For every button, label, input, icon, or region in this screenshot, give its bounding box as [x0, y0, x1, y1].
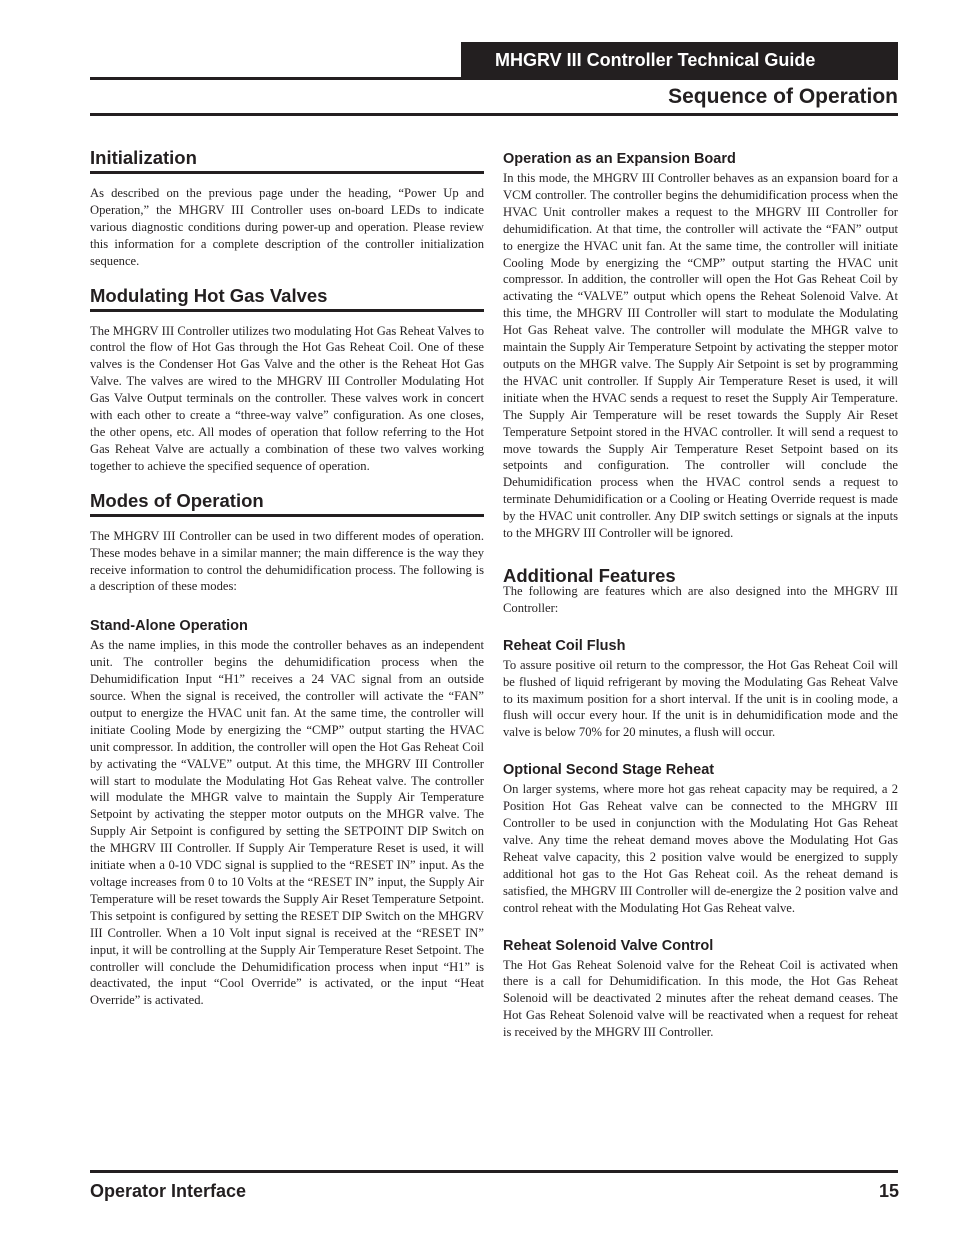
second-stage-heading: Optional Second Stage Reheat [503, 762, 715, 779]
footer-label: Operator Interface [90, 1181, 247, 1201]
right-column [503, 146, 898, 1041]
stand-alone-heading: Stand-Alone Operation [90, 618, 248, 635]
guide-title-bar [461, 42, 898, 78]
expansion-board-text: In this mode, the MHGRV III Controller behaves as an expansion board for a VCM controller. The controller begins the dehumidification process when the HVAC Unit controller makes a request to the MHGRV III Controller for dehumidification. At that time, the controller will activate the “FAN” output to energize the HVAC unit fan. At the same time, the controller will initiate Cooling Mode by energizing the “CMP” output starting the HVAC unit compressor. In addition, the controller will open the Hot Gas Reheat Coil by activating the “VALVE” output which opens the Reheat Solenoid Valve. At this time, the MHGRV III Controller will start to modulate the Modulating Hot Gas Reheat valve. The controller will modulate the MHGR valve to maintain the Supply Air Temperature Setpoint by activating the stepper motor outputs on the MHGR valve. The Supply Air Setpoint is set by programming the HVAC unit controller. If Supply Air Temperature Reset is used, it will initiate when the HVAC sends a request to reset the Supply Air Temperature. The Supply Air Temperature will be reset towards the Supply Air Reset Temperature Setpoint stored in the HVAC controller. It will send a request to move towards the Supply Air Temperature Reset Setpoint based on its setpoints and configuration. The controller will conclude the Dehumidification process when the HVAC control sends a request to terminate Dehumidification or a Cooling or Heating Override request is made by the HVAC unit controller. Any DIP switch settings or signals at the inputs to the MHGRV III Controller will be ignored. [503, 171, 898, 541]
additional-features-text: The following are features which are also designed into the MHGRV III Controller: [503, 583, 898, 615]
modulating-valves-section [90, 284, 484, 475]
coil-flush-section [503, 637, 898, 742]
guide-title: MHGRV III Controller Technical Guide [495, 50, 816, 70]
initialization-text: As described on the previous page under the heading, “Power Up and Operation,” the MHGRV III Controller uses on-board LEDs to indicate various diagnostic conditions during power-up and operation. Please review this information for a complete description of the controller initialization sequence. [90, 186, 484, 268]
modes-text: The MHGRV III Controller can be used in two different modes of operation. These modes behave in a similar manner; the main difference is the way they receive information to control the dehumidification process. The following is a description of these modes: [90, 528, 484, 594]
expansion-board-heading: Operation as an Expansion Board [503, 151, 736, 167]
solenoid-section [503, 937, 898, 1042]
section-title-rule [90, 113, 898, 116]
section-title: Sequence of Operation [668, 85, 898, 108]
expansion-board-section [503, 150, 898, 542]
second-stage-text: On larger systems, where more hot gas reheat capacity may be required, a 2 Position Hot Gas Reheat valve can be connected to the MHGRV III Controller to be used in conjunction with the Modulating Hot Gas Reheat valve. Any time the reheat demand moves above the Modulating Hot Gas Reheat valve capacity, this 2 position valve would be energized to supply additional hot gas to the Hot Gas Reheat coil. As the reheat demand is satisfied, the MHGRV III Controller will de-energize the 2 position valve and control reheat with the Modulating Hot Gas Reheat valve. [503, 782, 898, 915]
page-number: 15 [878, 1181, 899, 1201]
solenoid-text: The Hot Gas Reheat Solenoid valve for the Reheat Coil is activated when there is a call for Dehumidification. In this mode, the Hot Gas Reheat Solenoid will be deactivated 2 minutes after the reheat demand ceases. The Hot Gas Reheat Solenoid valve will be reactivated when a request for reheat is received by the MHGRV III Controller. [503, 957, 898, 1040]
header-rule [90, 77, 898, 80]
footer-rule [90, 1170, 898, 1173]
initialization-heading: Initialization [90, 146, 484, 174]
modes-section [90, 489, 484, 596]
solenoid-heading: Reheat Solenoid Valve Control [503, 937, 714, 954]
modes-heading: Modes of Operation [90, 489, 484, 517]
second-stage-section [503, 761, 898, 916]
stand-alone-section [90, 617, 484, 1009]
coil-flush-heading: Reheat Coil Flush [503, 637, 626, 654]
modulating-valves-heading: Modulating Hot Gas Valves [90, 284, 484, 312]
coil-flush-text: To assure positive oil return to the compressor, the Hot Gas Reheat Coil will be flushed of liquid refrigerant by moving the Modulating Gas Reheat Valve to its maximum position for a short interval. If the unit is in cooling mode, a flush will occur every hour. If the unit is in dehumidification mode and the valve is below 70% for 20 minutes, a flush will occur. [503, 657, 898, 740]
additional-features-section [503, 564, 898, 617]
additional-features-heading: Additional Features [503, 564, 676, 586]
modulating-valves-text: The MHGRV III Controller utilizes two modulating Hot Gas Reheat Valves to control the flow of Hot Gas through the Hot Gas Reheat Coil. One of these valves is the Condenser Hot Gas Valve and the other is the Reheat Hot Gas Valve. The valves are wired to the MHGRV III Controller Modulating Hot Gas Valve Output terminals on the controller. These valves work in concert with each other to create a “three-way valve” configuration. As one closes, the other opens, etc. All modes of operation that follow referring to the Hot Gas Reheat Valve are actually a combination of these two valves working together to achieve the specified sequence of operation. [90, 323, 484, 473]
left-column [90, 146, 484, 1009]
initialization-section [90, 146, 484, 270]
stand-alone-text: As the name implies, in this mode the controller behaves as an independent unit. The controller begins the dehumidification process when the Dehumidification Input “H1” receives a 24 VAC signal from an outside source. When the signal is received, the controller will activate the “FAN” output to energize the HVAC unit fan. At the same time, the controller will initiate Cooling Mode by energizing the “CMP” output starting the HVAC unit compressor. In addition, the controller will open the Hot Gas Reheat Coil by activating the “VALVE” output. At this time, the MHGRV III Controller will start to modulate the Modulating Hot Gas Reheat valve. The controller will modulate the MHGR valve to maintain the Supply Air Temperature Setpoint by activating the stepper motor outputs on the MHGR valve. The Supply Air Setpoint is configured by setting the SETPOINT DIP Switch on the MHGRV III Controller. If Supply Air Temperature Reset is used, it will initiate when a 0-10 VDC signal is supplied to the “RESET IN” input. As the voltage increases from 0 to 10 Volts at the “RESET IN” input, the Supply Air Temperature will be reset towards the Supply Air Reset Temperature Setpoint. This setpoint is configured by setting the RESET DIP Switch on the MHGRV III Controller. When a 10 Volt input signal is received at the “RESET IN” input, it will be controlling at the Supply Air Temperature Reset Setpoint. The controller will conclude the Dehumidification process when input “H1” is deactivated, the input “Cool Override” is activated, or the input “Heat Override” is activated. [90, 638, 484, 1008]
